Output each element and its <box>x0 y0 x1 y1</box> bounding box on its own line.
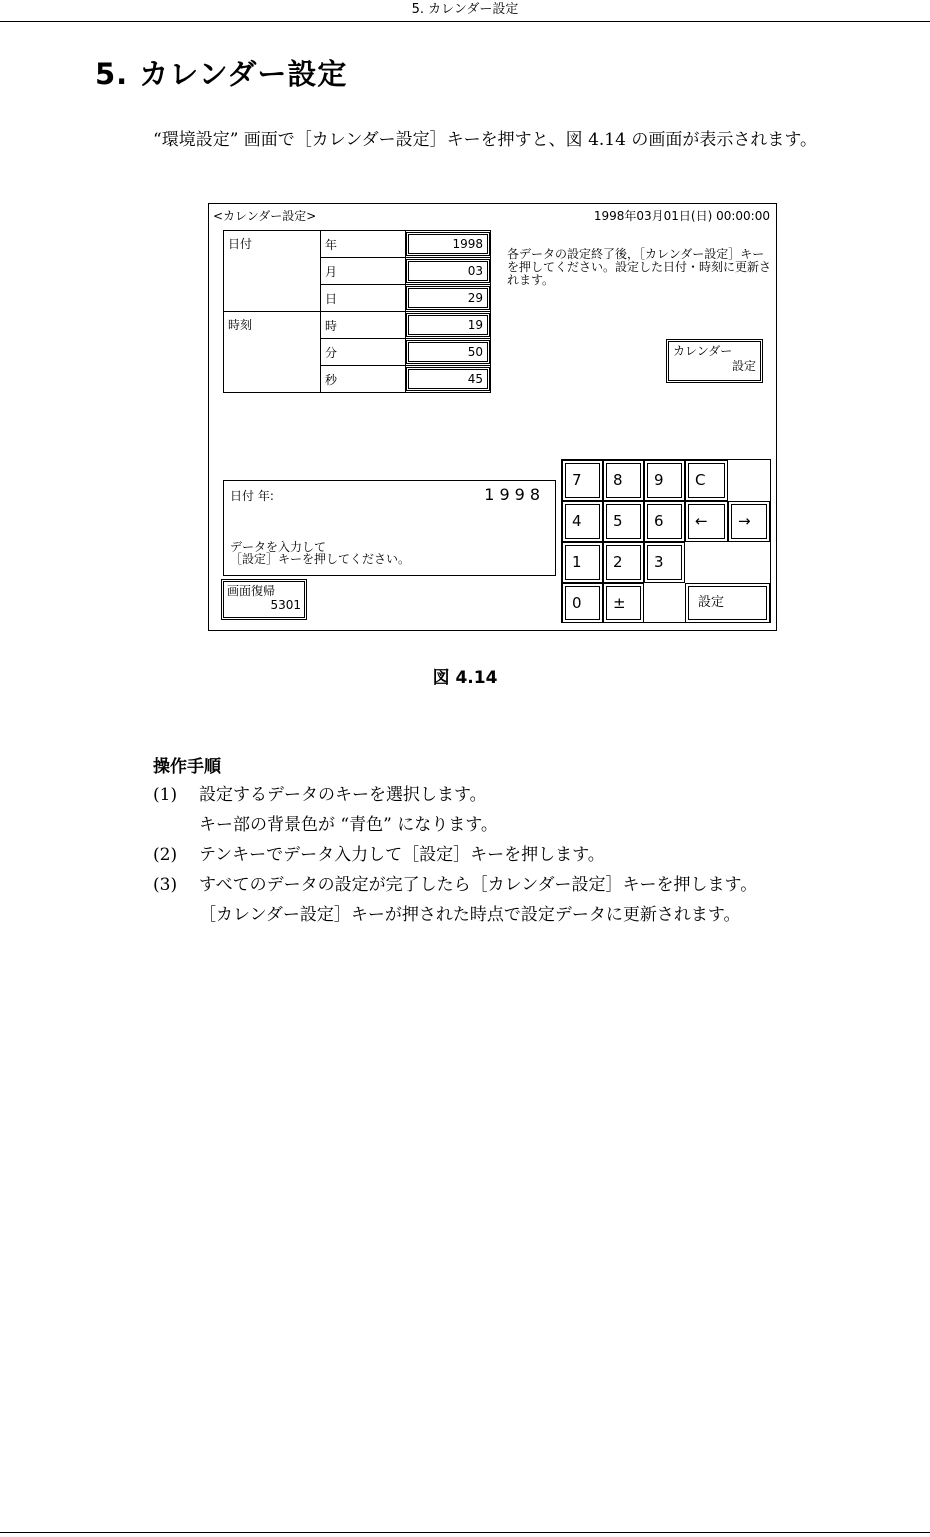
key-8[interactable]: 8 <box>603 460 644 501</box>
step-2-text: テンキーでデータ入力して［設定］キーを押します。 <box>199 845 605 865</box>
key-set[interactable]: 設定 <box>685 583 770 623</box>
running-header: 5. カレンダー設定 <box>0 0 930 22</box>
day-value-key[interactable]: 29 <box>408 288 488 308</box>
key-9[interactable]: 9 <box>644 460 685 501</box>
step-2 <box>153 840 873 870</box>
calendar-set-label-2: 設定 <box>731 359 756 373</box>
step-3-number: (3) <box>153 875 178 895</box>
procedure-steps <box>153 780 873 930</box>
chapter-title: 5. カレンダー設定 <box>95 57 348 91</box>
figure-caption: 図 4.14 <box>432 668 498 688</box>
key-plus-minus[interactable]: ± <box>603 583 644 623</box>
restore-label-2: 5301 <box>270 598 301 612</box>
step-1-number: (1) <box>153 785 178 805</box>
screen-instruction: 各データの設定終了後，［カレンダー設定］キーを押してください。設定した日付・時刻に更新されます。 <box>507 247 772 287</box>
month-value-key[interactable]: 03 <box>408 261 488 281</box>
second-unit: 秒 <box>321 366 406 393</box>
second-value-key[interactable]: 45 <box>408 369 488 389</box>
datetime-table <box>223 230 491 393</box>
screen-datetime: 1998年03月01日(日) 00:00:00 <box>593 209 770 223</box>
key-1[interactable]: 1 <box>562 542 603 583</box>
procedure-heading: 操作手順 <box>153 757 221 777</box>
step-3 <box>153 870 873 930</box>
minute-unit: 分 <box>321 339 406 366</box>
year-unit: 年 <box>321 231 406 258</box>
intro-text: “環境設定” 画面で［カレンダー設定］キーを押すと、図 4.14 の画面が表示されます。 <box>153 130 817 150</box>
screen-restore-button[interactable] <box>223 581 305 618</box>
hour-value-key[interactable]: 19 <box>408 315 488 335</box>
time-group-label: 時刻 <box>224 312 321 393</box>
date-group-label: 日付 <box>224 231 321 312</box>
key-4[interactable]: 4 <box>562 501 603 542</box>
key-clear[interactable]: C <box>685 460 728 501</box>
step-1 <box>153 780 873 840</box>
input-message-line-2: ［設定］キーを押してください。 <box>230 552 411 566</box>
input-message <box>230 541 410 565</box>
minute-value-key[interactable]: 50 <box>408 342 488 362</box>
step-2-number: (2) <box>153 845 178 865</box>
key-7[interactable]: 7 <box>562 460 603 501</box>
hour-unit: 時 <box>321 312 406 339</box>
numeric-keypad <box>561 459 771 623</box>
step-3-text: すべてのデータの設定が完了したら［カレンダー設定］キーを押します。 <box>199 875 758 895</box>
input-value: 1998 <box>484 485 545 504</box>
day-unit: 日 <box>321 285 406 312</box>
key-right-arrow[interactable]: → <box>728 501 770 542</box>
key-6[interactable]: 6 <box>644 501 685 542</box>
step-3-subtext: ［カレンダー設定］キーが押された時点で設定データに更新されます。 <box>199 905 741 925</box>
restore-label-1: 画面復帰 <box>227 584 276 598</box>
key-3[interactable]: 3 <box>644 542 685 583</box>
screen-title: <カレンダー設定> <box>213 209 317 223</box>
key-5[interactable]: 5 <box>603 501 644 542</box>
key-left-arrow[interactable]: ← <box>685 501 728 542</box>
step-1-text: 設定するデータのキーを選択します。 <box>199 785 487 805</box>
year-value-key[interactable]: 1998 <box>408 234 488 254</box>
bottom-rule <box>0 1532 930 1533</box>
calendar-set-label-1: カレンダー <box>673 344 733 358</box>
calendar-set-button[interactable] <box>668 341 761 381</box>
month-unit: 月 <box>321 258 406 285</box>
input-label: 日付 年: <box>230 489 274 503</box>
key-2[interactable]: 2 <box>603 542 644 583</box>
step-1-subtext: キー部の背景色が “青色” になります。 <box>199 815 498 835</box>
key-0[interactable]: 0 <box>562 583 603 623</box>
calendar-settings-screen <box>208 203 777 631</box>
input-display <box>223 480 556 576</box>
input-message-line-1: データを入力して <box>230 540 327 554</box>
